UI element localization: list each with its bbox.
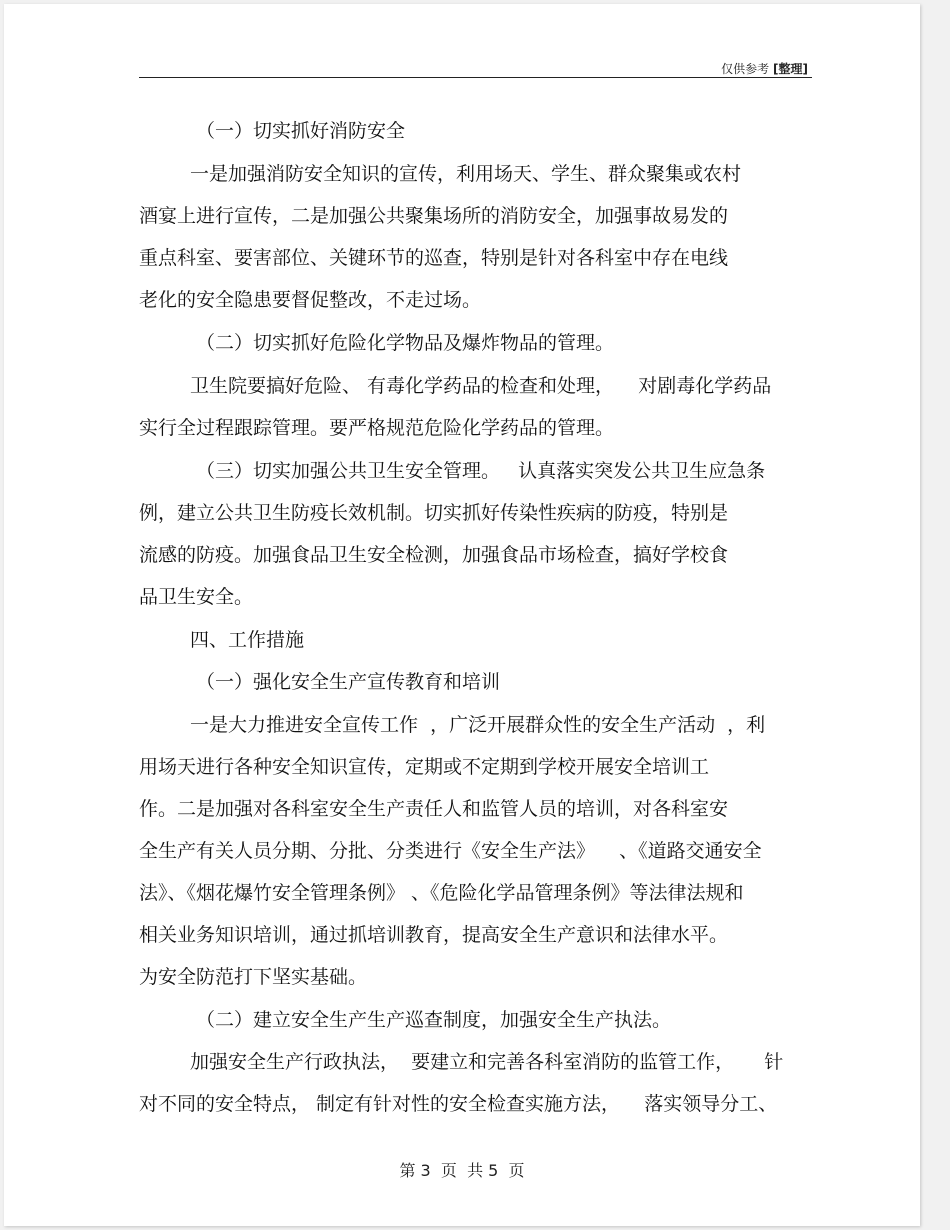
paragraph-line: 一是大力推进安全宣传工作 ，广泛开展群众性的安全生产活动 ，利: [190, 714, 766, 736]
page-number: 第 3 页 共 5 页: [399, 1161, 525, 1180]
paragraph-line: 品卫生安全。: [139, 586, 254, 608]
section-heading: （二）建立安全生产生产巡查制度，加强安全生产执法。: [196, 1009, 672, 1031]
paragraph-line: 例，建立公共卫生防疫长效机制。切实抓好传染性疾病的防疫，特别是: [139, 502, 729, 524]
paragraph-line: 用场天进行各种安全知识宣传，定期或不定期到学校开展安全培训工: [139, 756, 710, 778]
paragraph-line: 作。二是加强对各科室安全生产责任人和监管人员的培训，对各科室安: [139, 798, 729, 820]
header-divider: [139, 77, 812, 78]
section-heading: （一）切实抓好消防安全: [196, 120, 406, 142]
page-header: [721, 60, 808, 77]
paragraph-line: 重点科室、要害部位、关键环节的巡查，特别是针对各科室中存在电线: [139, 247, 729, 269]
paragraph-line: 相关业务知识培训，通过抓培训教育，提高安全生产意识和法律水平。: [139, 924, 729, 946]
paragraph-line: 老化的安全隐患要督促整改，不走过场。: [139, 289, 482, 311]
header-label: 仅供参考: [721, 62, 770, 76]
paragraph-line: 法》、《烟花爆竹安全管理条例》 、《危险化学品管理条例》等法律法规和: [139, 882, 744, 904]
document-page: [4, 4, 920, 1226]
header-tag: [整理]: [773, 62, 808, 76]
paragraph-line: 全生产有关人员分期、分批、分类进行《安全生产法》 、《道路交通安全: [139, 840, 762, 862]
paragraph-line: 加强安全生产行政执法， 要建立和完善各科室消防的监管工作， 针: [190, 1051, 784, 1073]
paragraph-line: 对不同的安全特点， 制定有针对性的安全检查实施方法， 落实领导分工、: [139, 1093, 778, 1115]
paragraph-line: 卫生院要搞好危险、 有毒化学药品的检查和处理， 对剧毒化学药品: [190, 375, 772, 397]
section-heading: 四、工作措施: [190, 629, 305, 651]
paragraph-line: 为安全防范打下坚实基础。: [139, 966, 368, 988]
paragraph-line: 酒宴上进行宣传，二是加强公共聚集场所的消防安全，加强事故易发的: [139, 205, 729, 227]
paragraph-line: 一是加强消防安全知识的宣传，利用场天、学生、群众聚集或农村: [190, 163, 742, 185]
section-heading: （二）切实抓好危险化学物品及爆炸物品的管理。: [196, 332, 615, 354]
section-heading: （三）切实加强公共卫生安全管理。 认真落实突发公共卫生应急条: [196, 460, 766, 482]
section-heading: （一）强化安全生产宣传教育和培训: [196, 671, 501, 693]
paragraph-line: 流感的防疫。加强食品卫生安全检测，加强食品市场检查，搞好学校食: [139, 544, 729, 566]
paragraph-line: 实行全过程跟踪管理。要严格规范危险化学药品的管理。: [139, 417, 615, 439]
